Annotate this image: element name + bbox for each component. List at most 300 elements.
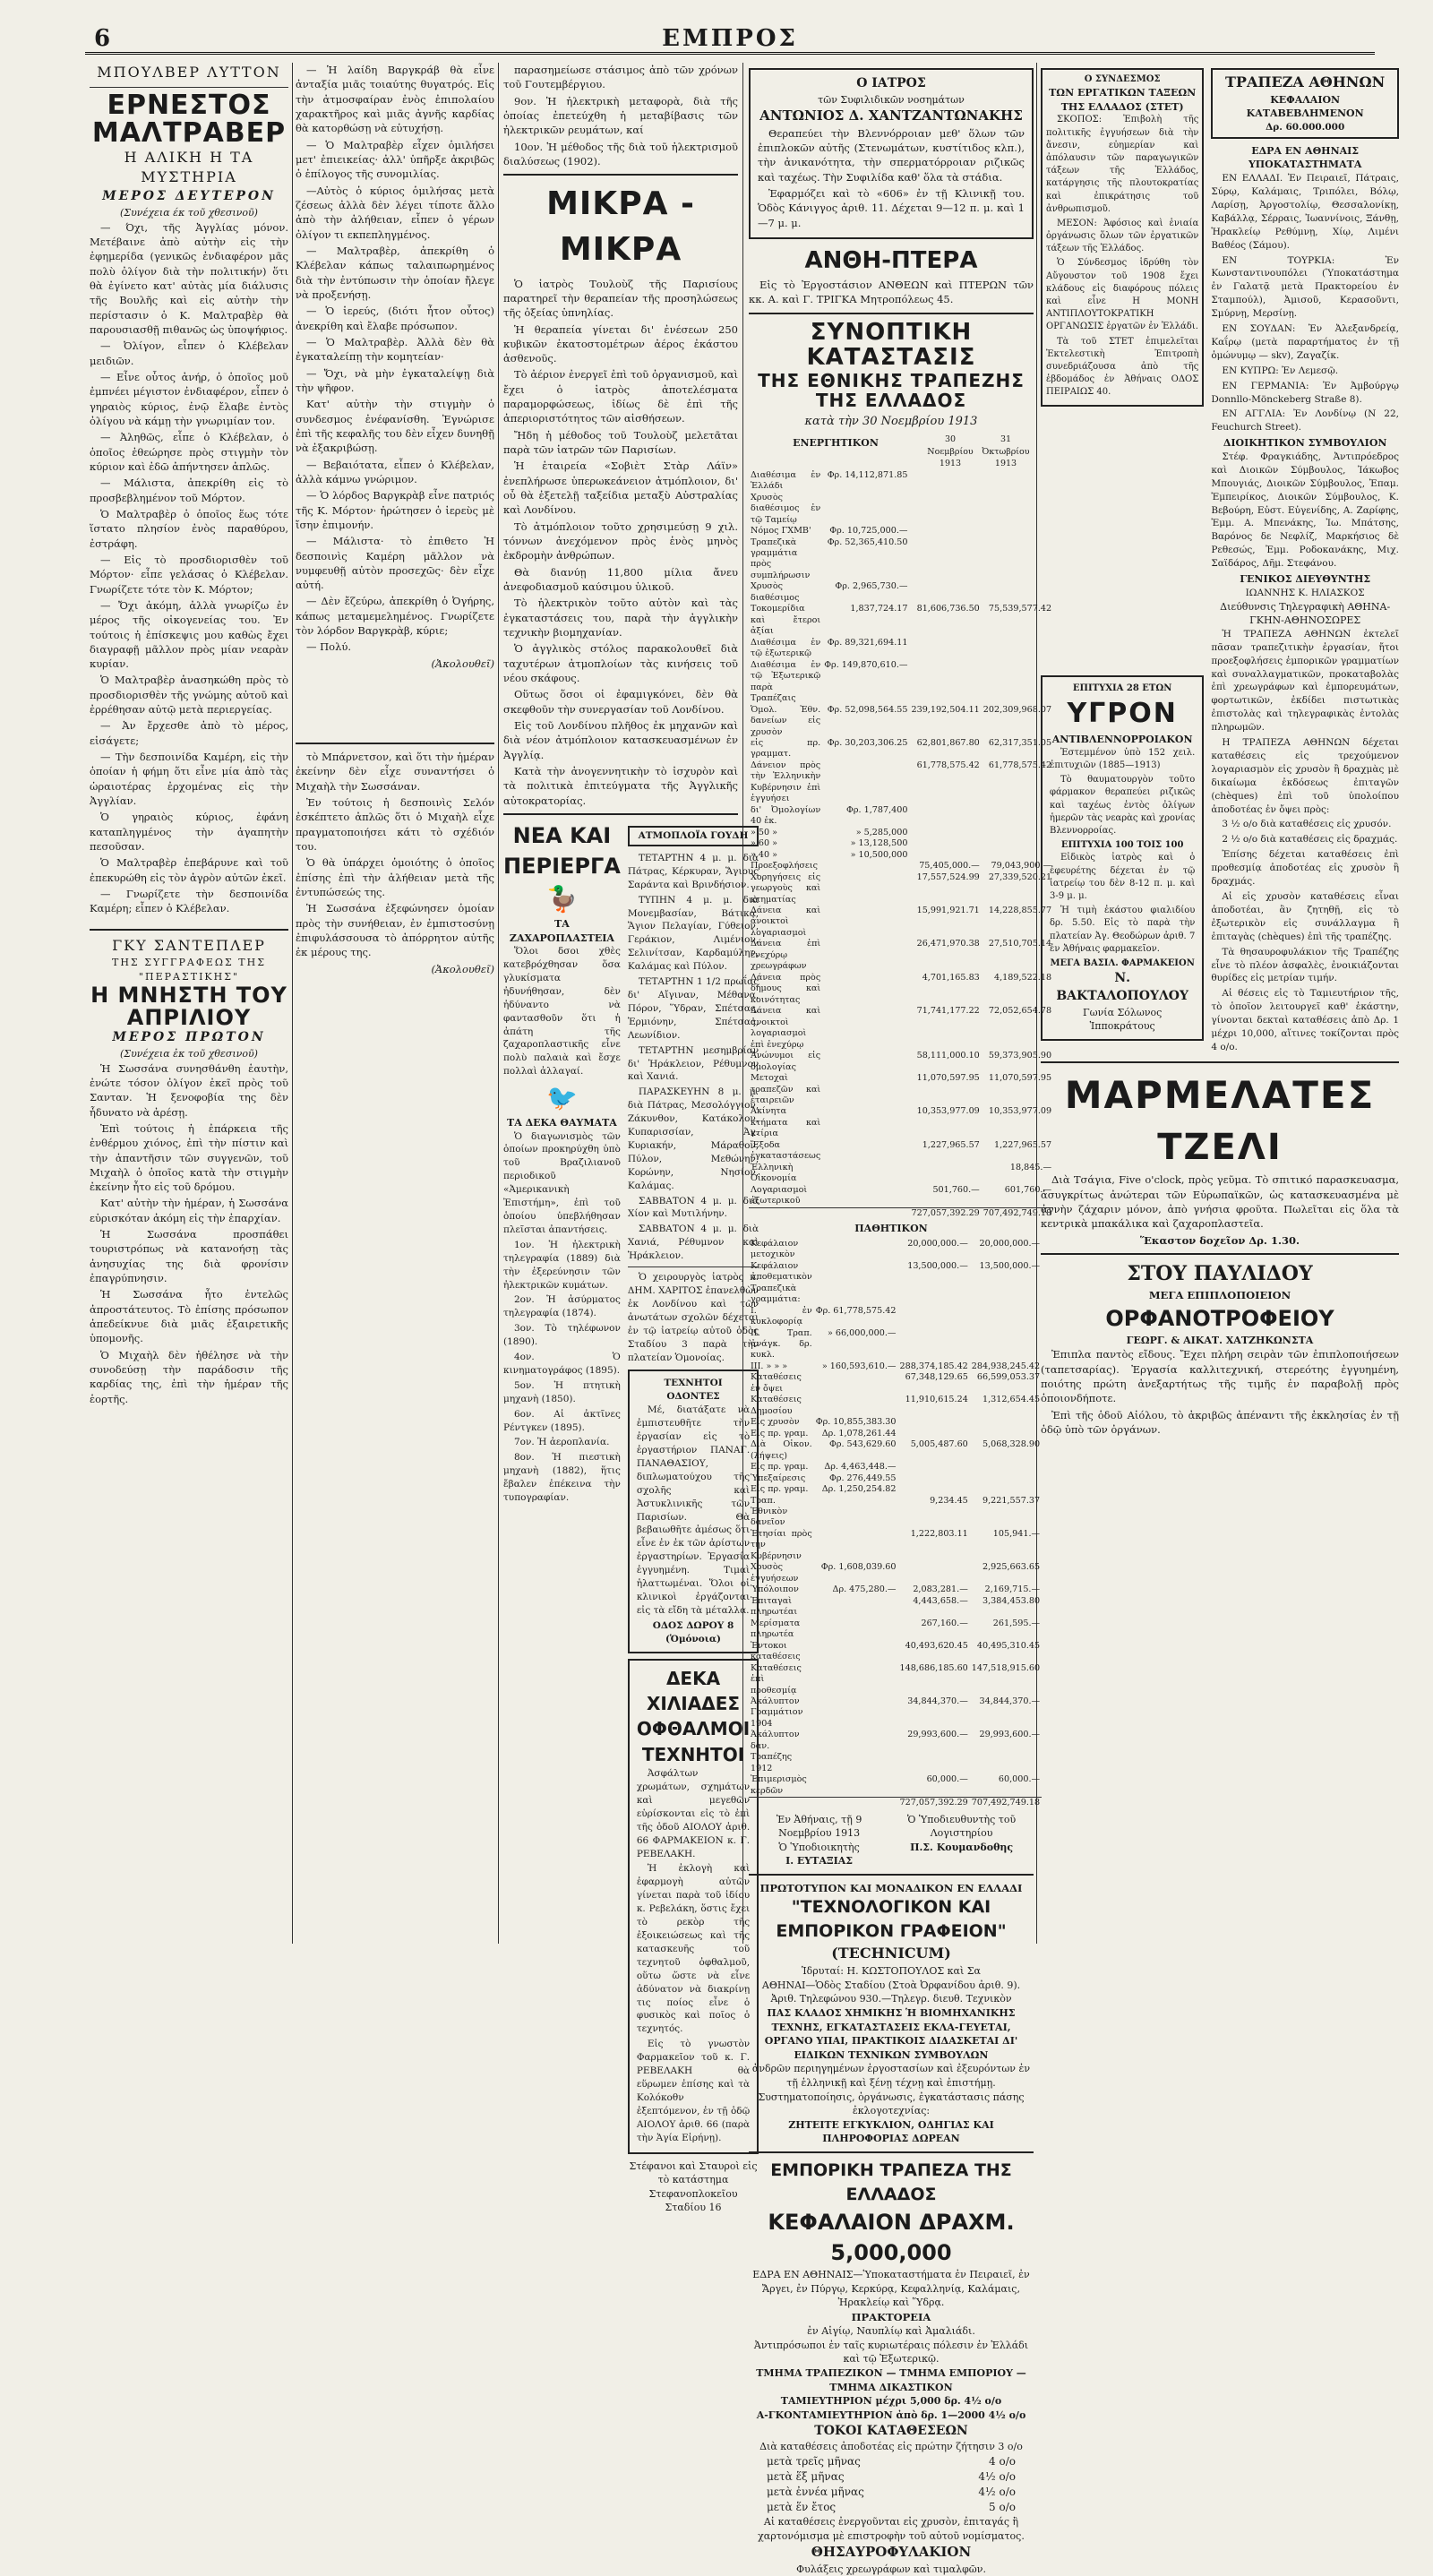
ad-text: Μέ, διατάξατε νὰ ἐμπιστευθῆτε τὴν ἐργασίαν εἰς τὸ ἐργαστήριον ΠΑΝΑΓ. ΠΑΝΑΘΑΣΙΟΥ, διπλωματούχου τῆς σχολῆς καὶ Ἀστυκλινικῆς τῶν Παρισίων. Θὰ βεβαιωθῆτε ἀμέσως ὅτι εἶνε ἐν ἐκ τῶν ἀρίστων ἐργαστηρίων. Ἐργασία ἐγγυημένη. Τιμαὶ ἡλαττωμέναι. Ὅλοι οἱ κλινικοὶ ἐργάζονται εἰς τὰ εἴδη τὰ μέταλλα. xyxy=(636,1404,751,1616)
row-value: 11,070,597.95 xyxy=(916,1073,980,1084)
row-value: 9,234.45 xyxy=(930,1495,968,1506)
table-row xyxy=(749,526,1053,537)
row-value: 61,778,575.42 xyxy=(916,760,980,770)
schedule-item: ΣΑΒΒΑΤΟΝ 4 μ. μ. διὰ Χανιά, Ρέθυμνον καὶ Ἡράκλειον. xyxy=(627,1224,759,1262)
table-row xyxy=(749,638,1053,660)
sheet-date: κατὰ τὴν 30 Νοεμβρίου 1913 xyxy=(804,414,978,428)
row-value: 5,068,328.90 xyxy=(983,1439,1041,1450)
row-label: Ἐπιμερισμὸς κερδῶν xyxy=(751,1774,807,1796)
ad-line: ΑΘΗΝΑΙ—Ὁδὸς Σταδίου (Στοὰ Ὀρφανίδου ἀριθ. 9). xyxy=(761,1979,1021,1991)
table-row xyxy=(749,1496,1042,1529)
table-row xyxy=(749,1328,1042,1361)
passive-head: ΠΑΘΗΤΙΚΟΝ xyxy=(854,1223,928,1235)
ad-title: ΜΑΡΜΕΛΑΤΕΣ xyxy=(1064,1072,1376,1117)
row-value: 67,348,129.65 xyxy=(905,1372,968,1383)
row-value: Φρ. 52,365,410.50 xyxy=(827,537,908,547)
row-label: Ἐπιταγαὶ πληρωτέαι xyxy=(751,1595,798,1618)
paragraph: — Ἀληθῶς, εἶπε ὁ Κλέβελαν, ὁ ὁποῖος ἐθεώρησε πρὸς στιγμὴν τὸν κύριον καὶ ἐδῶ ἀπήντησεν ἀπλῶς. xyxy=(90,431,288,473)
dental-notice: Ὁ χειρουργὸς ἰατρὸς κ. ΔΗΜ. ΧΑΡΙΤΟΣ ἐπανελθὼν ἐκ Λονδίνου καὶ τῶν ἀνωτάτων σχολῶν δέχεται ἐν τῷ ἰατρείῳ αὐτοῦ ὁδὸς Σταδίου 3 παρὰ τὴν πλατείαν Ὁμονοίας. xyxy=(627,1272,759,1363)
ad-title: Ο ΙΑΤΡΟΣ xyxy=(856,76,926,90)
row-value: » 13,128,500 xyxy=(850,838,908,849)
paragraph: Ὁ Μιχαὴλ δὲν ἠθέλησε νὰ τὴν συνοδεύσῃ τὴν παράδοσιν τῆς καρδίας της, ἐπὶ τὴν ἡμέραν τῆς ἑορτῆς. xyxy=(90,1348,288,1405)
branch-item: ΕΝ ΣΟΥΔΑΝ: Ἐν Ἀλεξανδρείᾳ, Καΐρῳ (μετὰ παραρτήματος ἐν τῇ ὁμώνυμῳ — skv), Ζαγαζίκ. xyxy=(1211,323,1399,361)
row-value: Φρ. 30,203,306.25 xyxy=(827,737,908,748)
table-row xyxy=(749,1529,1042,1562)
paragraph: Τὸ ἡλεκτρικὸν τοῦτο αὐτὸν καὶ τὰς ἐγκαταστάσεις του, παρὰ τὴν ἀγγλικὴν τεχνικὴν βιομηχανίαν. xyxy=(503,597,738,640)
row-value xyxy=(909,660,981,705)
list-item: 5ον. Ἡ πτητικὴ μηχανὴ (1850). xyxy=(503,1379,621,1404)
row-value xyxy=(814,1730,898,1774)
ad-address: ΟΔΟΣ ΔΩΡΟΥ 8 (Ὁμόνοια) xyxy=(652,1619,734,1644)
sign-role: Ὁ Ὑποδιευθυντὴς τοῦ Λογιστηρίου xyxy=(906,1813,1017,1840)
ad-text: Ἐπιπλα παντὸς εἴδους. Ἔχει πλήρη σειρὰν τῶν ἐπιπλοποιήσεων (ταπετσαρίας). Ἐργασία καλλιτεχνική, στερεότης ἐγγυημένη, ποιότης πρώτη ἀνεξαρτήτως τῆς τιμῆς ἐν παραβολῇ πρὸς ὁποιονδήποτε. xyxy=(1041,1348,1399,1405)
subhead: ΤΑ ΔΕΚΑ ΘΑΥΜΑΤΑ xyxy=(507,1116,617,1129)
row-value: 17,557,524.99 xyxy=(916,872,980,882)
ad-subtitle: ΤΩΝ ΕΡΓΑΤΙΚΩΝ ΤΑΞΕΩΝ ΤΗΣ ΕΛΛΑΔΟΣ (ΣΤΕΤ) xyxy=(1049,87,1197,113)
schedule-item: ΤΕΤΑΡΤΗΝ 4 μ. μ. διὰ Πάτρας, Κέρκυραν, Ἅγιους Σαράντα καὶ Βρινδήσιον. xyxy=(627,852,759,890)
table-row xyxy=(749,1730,1042,1774)
paper-title: ΕΜΠΡΟΣ xyxy=(662,25,798,52)
paragraph: Κατὰ τὴν ἀνογεννητικὴν τὸ ἰσχυρὸν καὶ τὰ πολιτικὰ ἐπιτεύγματα τῆς Ἀγγλικῆς αὐτοκρατορίας. xyxy=(503,765,738,807)
ad-title: ΔΕΚΑ ΧΙΛΙΑΔΕΣ xyxy=(646,1667,741,1714)
paragraph: Θὰ διανύῃ 11,800 μίλια ἄνευ ἀνεφοδιασμοῦ καύσιμου ὑλικοῦ. xyxy=(503,565,738,594)
ad-note: Αἱ καταθέσεις ἐνεργοῦνται εἰς χρυσὸν, ἐπιταγάς ἢ χαρτονόμισμα μὲ επιστροφὴν τοῦ αὐτοῦ νομίσματος. xyxy=(758,2516,1025,2542)
table-row xyxy=(749,1006,1053,1051)
nea-section xyxy=(503,820,621,2215)
ad-title: ΣΤΟΥ ΠΑΥΛΙΔΟΥ xyxy=(1127,1261,1313,1285)
row-value: 288,374,185.42 xyxy=(899,1361,968,1371)
row-value xyxy=(822,906,909,939)
paragraph: — Ὄχι, νὰ μὴν ἐγκαταλείψῃ διὰ τὴν ψῆφον. xyxy=(296,366,494,394)
table-row xyxy=(749,872,1053,906)
board-text: Στέφ. Φραγκιάδης, Ἀντιπρόεδρος καὶ Διοικῶν Σύμβουλος, Ἰάκωβος Μπουγιάς, Διοικῶν Σύμβουλος, Ἐπαμ. Ἐμπειρίκος, Διοικῶν Σύμβουλος, Κ. Βεβούρη, Εὐστ. Εὐγενίδης, Α. Ζαρίφης, Ἐμμ. Α. Μπενάκης, Ἰω. Μπάτσης, Βαρόνος δε Νεφλίζ, Μαρκήσιος δὲ Ρεθεσώς, Ἐμμ. Ροδοκανάκης, Μιχ. Σαϊδάρος, Δῆμ. Στεφάνου. xyxy=(1211,451,1399,570)
row-label: Εἰς χρυσὸν xyxy=(751,1417,800,1428)
table-row xyxy=(749,1306,1042,1328)
ad-line: ΤΑΜΙΕΥΤΗΡΙΟΝ μέχρι 5,000 δρ. 4½ ο/ο xyxy=(780,2395,1002,2408)
row-value xyxy=(909,850,981,861)
ad-name: ΟΡΦΑΝΟΤΡΟΦΕΙΟΥ xyxy=(1105,1305,1334,1331)
paragraph: Ὁ Μαλτραβὲρ ἀνασηκώθη πρὸς τὸ προσδιορισθὲν τῆς γνώμης αὐτοῦ καὶ ἐρρέθησαν αὐτῷ μετὰ περιεργείας. xyxy=(90,674,288,717)
row-label: Τραπ. Ἐθνικὸν δανεῖον xyxy=(751,1495,788,1528)
branch-item: ΕΝ ΤΟΥΡΚΙΑ: Ἐν Κωνσταντινουπόλει (Ὑποκατάστημα ἐν Γαλατᾷ μετὰ Πρακτορείου ἐν Σταμπούλ), Ἀμισοῦ, Κερασοῦντι, Σμύρνῃ, Μερσίνῃ. xyxy=(1211,254,1399,320)
row-value xyxy=(970,1306,1042,1328)
paragraph: — Ὀλίγον, εἶπεν ὁ Κλέβελαν μειδιῶν. xyxy=(90,339,288,367)
rate-row: μετὰ τρεῖς μῆνας 4 ο/ο xyxy=(767,2455,1016,2468)
paragraph: — Εἶνε οὗτος ἀνήρ, ὁ ὁποῖος μοῦ ἐμπνέει μέγιστον ἐνδιαφέρον, εἶπεν ὁ γηραιὸς κύριος, ἐνῷ ἔλαβε ἐντὸς ὀλίγου νὰ κάμῃ τὴν γνωριμίαν τον. xyxy=(90,370,288,427)
list-item: 3ον. Τὸ τηλέφωνον (1890). xyxy=(503,1323,621,1348)
row-label: Τραπεζικὰ γραμμάτια πρὸς συμπλήρωσιν xyxy=(751,537,811,580)
row-value: 34,844,370.— xyxy=(979,1696,1041,1706)
row-value xyxy=(970,1462,1042,1473)
row-value xyxy=(898,1429,970,1439)
row-value: 58,111,000.10 xyxy=(916,1051,980,1061)
ad-line: ΠΑΣ ΚΛΑΔΟΣ ΧΗΜΙΚΗΣ Ἡ ΒΙΟΜΗΧΑΝΙΚΗΣ ΤΕΧΝΗΣ, ΕΓΚΑΤΑΣΤΑΣΕΙΣ ΕΚΛΑ-ΓΕΥΕΤΑΙ, ΟΡΓΑΝΟ ΥΠΑΙ, ΠΡΑΚΤΙΚΟΙΣ ΔΙΔΑΣΚΕΤΑΙ ΔΙ' ΕΙΔΙΚΩΝ ΤΕΧΝΙΚΩΝ ΣΥΜΒΟΥΛΩΝ xyxy=(764,2006,1018,2061)
sign-place: Ἐν Ἀθήναις, τῇ 9 Νοεμβρίου 1913 xyxy=(776,1813,862,1840)
table-row xyxy=(749,1361,1042,1372)
ad-head: ΕΠΙΤΥΧΙΑ 100 ΤΟΙΣ 100 xyxy=(1060,840,1184,851)
row-value xyxy=(822,973,909,1006)
serial-part: ΜΕΡΟΣ ΠΡΩΤΟΝ xyxy=(112,1030,266,1045)
board-title: ΔΙΟΙΚΗΤΙΚΟΝ ΣΥΜΒΟΥΛΙΟΝ xyxy=(1223,437,1387,450)
ad-hours: Ἐφαρμόζει καὶ τὸ «606» ἐν τῇ Κλινικῇ του. Ὁδὸς Κάνιγγος ἀριθ. 11. Δέχεται 9—12 π. μ. καὶ 1—7 μ. μ. xyxy=(758,187,1025,229)
row-label: ΙΙ. Τραπ. ἀνάγκ. δρ. κυκλ. xyxy=(751,1327,812,1361)
table-row xyxy=(749,1140,1053,1163)
table-row xyxy=(749,1774,1042,1797)
ad-line: Συστηματοποίησις, ὀργάνωσις, ἐγκατάστασις πάσης ἐκλογοτεχνίας: xyxy=(758,2091,1025,2117)
union-ad xyxy=(1041,63,1204,1056)
total-value: 727,057,392.29 xyxy=(911,1207,980,1218)
table-row xyxy=(749,738,1053,760)
row-label: Μετοχαὶ τραπεζῶν καὶ ἑταιρειῶν xyxy=(751,1073,821,1105)
ad-line: Ἱδρυταί: Η. ΚΩΣΤΟΠΟΥΛΟΣ καὶ Σα xyxy=(802,1965,981,1978)
ad-text: Η ΤΡΑΠΕΖΑ ΑΘΗΝΩΝ δέχεται καταθέσεις εἰς τρεχούμενον λογαριασμὸν εἰς χρυσὸν ἢ δραχμὰς μὲ δικαίωμα ἐκδόσεως ἐπιταγῶν (chèques) ἐπὶ τοῦ ὑπολοίπου ἀποδοτέας ἐν ὄψει πρὸς: xyxy=(1211,737,1399,815)
table-row xyxy=(749,1619,1042,1641)
table-row xyxy=(749,537,1053,582)
table-row xyxy=(749,828,1053,838)
row-value xyxy=(970,1284,1042,1306)
row-value xyxy=(814,1395,898,1417)
row-value: Φρ. 149,870,610.— xyxy=(824,659,908,670)
row-label: Μερίσματα πληρωτέα xyxy=(751,1618,801,1640)
total-value xyxy=(814,1798,898,1809)
row-label: εἰς πρ. γραμματ. xyxy=(751,737,821,760)
ad-head: ΠΡΩΤΟΤΥΠΟΝ ΚΑΙ ΜΟΝΑΔΙΚΟΝ ΕΝ ΕΛΛΑΔΙ xyxy=(759,1882,1023,1895)
doctor-ad xyxy=(749,68,1034,239)
table-row xyxy=(749,1417,1042,1428)
row-value xyxy=(970,1417,1042,1428)
balance-sheet xyxy=(749,318,1052,1868)
table-row xyxy=(749,604,1053,637)
row-value xyxy=(909,1163,981,1185)
row-value xyxy=(814,1774,898,1797)
total-value: 707,492,749.18 xyxy=(971,1798,1041,1808)
row-value xyxy=(970,1429,1042,1439)
table-row xyxy=(749,1473,1042,1484)
table-row xyxy=(749,470,1053,493)
row-label: Χρυσὸς διαθέσιμος xyxy=(751,581,800,603)
row-value: 34,844,370.— xyxy=(907,1696,968,1706)
table-row xyxy=(749,1562,1042,1584)
row-value xyxy=(909,470,981,493)
row-label: ΙΙΙ. » » » xyxy=(751,1361,788,1371)
paragraph: Ἤδη ἡ μέθοδος τοῦ Τουλοὺζ μελετᾶται παρὰ τῶν ἰατρῶν τῶν Παρισίων. xyxy=(503,428,738,457)
total-value: 727,057,392.29 xyxy=(899,1798,968,1808)
row-value: 13,500,000.— xyxy=(907,1260,968,1271)
paragraph: — Δὲν ἔζεύρω, ἀπεκρίθη ὁ Ὀγήρης, κάπως μεταμεμελημένος. Γνωρίζετε τὸν λόρδον Βαργκρὰβ, κύριε; xyxy=(296,595,494,638)
row-value xyxy=(970,1328,1042,1361)
total-value xyxy=(749,1798,814,1809)
row-label: Διὰ Οἰκον. (λήψεις) xyxy=(751,1439,812,1461)
row-value: 71,741,177.22 xyxy=(916,1006,980,1017)
serial-title: Η ΜΝΗΣΤΗ ΤΟΥ ΑΠΡΙΛΙΟΥ xyxy=(90,982,287,1030)
row-label: Διαθέσιμα ἐν τῷ Ἐξωτερικῷ παρὰ Τραπέζαις xyxy=(751,659,821,704)
ad-subtitle: ΑΝΤΙΒΛΕΝΝΟΡΡΟΙΑΚΟΝ xyxy=(1051,734,1193,746)
table-row xyxy=(749,1641,1042,1663)
paragraph: Ὁ Μαλτραβὲρ ἐπεβάρυνε καὶ τοῦ ἐπεκυρώθη εἰς τὸν ἀγρὸν αὐτῶν ἐκεῖ. xyxy=(90,856,288,884)
ad-text: Αἱ εἰς χρυσὸν καταθέσεις εἶναι ἀποδοτέαι, ἂν ζητηθῇ, εἰς τὸ ἐξωτερικὸν εἰς συνάλλαγμα ἢ ἐπιταγὰς (chèques) ἐπὶ τῆς τραπέζης. xyxy=(1211,891,1399,942)
paragraph: — Τὴν δεσποινίδα Καμέρη, εἰς τὴν ὁποίαν ἡ φήμη ὅτι εἶνε μία ἀπὸ τὰς ὡραιοτέρας ἐρχομένας εἰς τὴν Ἀγγλίαν. xyxy=(90,751,288,808)
row-value: 4,189,522.18 xyxy=(993,972,1052,983)
paragraph: — Ἀν ἔρχεσθε ἀπὸ τὸ μέρος, εἰσάγετε; xyxy=(90,719,288,747)
ad-line: ΖΗΤΕΙΤΕ ΕΓΚΥΚΛΙΟΝ, ΟΔΗΓΙΑΣ ΚΑΙ ΠΛΗΡΟΦΟΡΙΑΣ ΔΩΡΕΑΝ xyxy=(788,2118,994,2145)
total-value xyxy=(822,1207,909,1219)
paragraph: Ἡ Σωσσάνα συνησθάνθη ἑαυτὴν, ἐνώτε τόσον ὀλίγον ἐκεῖ πρὸς τοῦ Σανταν. Ἡ ξενοφοβία της δὲν ἦδυνατο νὰ ἀρέσῃ. xyxy=(90,1061,288,1119)
table-row xyxy=(749,1584,1042,1595)
table-row xyxy=(749,1696,1042,1730)
paragraph: — Ὁ Μαλτραβὲρ εἶχεν ὁμιλήσει μετ' ἐπιεικείας· ἀλλ' ὑπῆρξε ἀκριβῶς ὁ ἐπίλογος τῆς συνομιλίας. xyxy=(296,138,494,181)
row-value: 5,005,487.60 xyxy=(910,1439,968,1450)
paragraph: Ἐπὶ τούτοις ἡ ἐπάρκεια τῆς ἐνθέρμου χιόνος, ἐπὶ τὴν πίστιν καὶ τὴν ἀπαντῆσιν τῶν συγγενῶν, τοῦ Μιχαὴλ ὁ ὁποῖος κατὰ τὴν στιγμὴν ἐκείνην ἦτο εἰς τοῦ δρόμου. xyxy=(90,1121,288,1194)
branch-item: ΕΝ ΕΛΛΑΔΙ. Ἐν Πειραιεῖ, Πάτραις, Σύρῳ, Καλάμαις, Τριπόλει, Βόλῳ, Λαρίσῃ, Ἀργοστολίῳ, Θεσσαλονίκῃ, Καβάλλᾳ, Σέρραις, Ἰωαννίνοις, Ξάνθῃ, Ἡρακλείῳ Ρεθύμνῃ, Χίῳ, Λιμένι Βαθέος (Σάμου). xyxy=(1211,173,1399,251)
row-value: 239,192,504.11 xyxy=(911,704,980,715)
row-label: Ἑλληνικὴ Οἰκονομία xyxy=(751,1162,797,1184)
row-value: 147,518,915.60 xyxy=(971,1662,1041,1673)
row-value: 61,778,575.42 xyxy=(988,760,1052,770)
row-value: » 10,500,000 xyxy=(850,849,908,860)
row-value: 1,222,803.11 xyxy=(910,1528,968,1539)
row-label: Ἀκίνητα κτήματα καὶ κτίρια xyxy=(751,1106,821,1139)
pharmacy-title: ΜΕΓΑ ΒΑΣΙΛ. ΦΑΡΜΑΚΕΙΟΝ xyxy=(1050,957,1195,968)
row-label: Ὁμολ. Ἐθν. δανείων εἰς χρυσὸν xyxy=(751,704,821,737)
row-value: Φρ. 1,787,400 xyxy=(846,804,908,815)
ad-subtitle: ΜΕΓΑ ΕΠΙΠΛΟΠΟΙΕΙΟΝ xyxy=(1148,1289,1291,1302)
row-value: 75,405,000.— xyxy=(919,861,980,872)
table-row xyxy=(749,1163,1053,1185)
branch-item: ΕΝ ΓΕΡΜΑΝΙΑ: Ἐν Ἀμβούργῳ Donnllo-Mönckeberg Straße 8). xyxy=(1211,380,1399,405)
row-label: Εἰς πρ. γραμ. xyxy=(751,1428,809,1438)
row-value: 11,070,597.95 xyxy=(988,1073,1052,1084)
paragraph: Τὸ ἀτμόπλοιον τοῦτο χρησιμεύσῃ 9 χιλ. τόννων ἀνεχόμενον πρὸς ἑνὸς μηνὸς ἐκδρομὴν ἀνθρώπων. xyxy=(503,519,738,562)
row-label: Κεφάλαιον ἀποθεματικὸν xyxy=(751,1260,812,1283)
row-label: Ὑπεξαίρεσις xyxy=(751,1473,806,1483)
row-value xyxy=(822,1051,909,1073)
crow-illustration-icon: 🐦 xyxy=(545,1083,578,1113)
rates-title: ΤΟΚΟΙ ΚΑΤΑΘΕΣΕΩΝ xyxy=(814,2423,968,2438)
paragraph: Ὁ Μαλτραβὲρ ὁ ὁποῖος ἕως τότε ἵστατο πλησίον ἐνὸς παραθύρου, ἐστράφη. xyxy=(90,507,288,550)
ad-head: ΕΠΙΤΥΧΙΑ 28 ΕΤΩΝ xyxy=(1072,683,1172,693)
ad-text: Ὁ Σύνδεσμος ἱδρύθη τὸν Αὔγουστον τοῦ 1908 ἔχει κλάδους εἰς διαφόρους πόλεις καὶ εἶνε Η ΜΟΝΗ ΑΝΤΙΠΛΟΥΤΟΚΡΑΤΙΚΗ ΟΡΓΑΝΩΣΙΣ ἐργατῶν ἐν Ἑλλάδι. xyxy=(1046,258,1199,332)
row-value: 81,606,736.50 xyxy=(916,604,980,614)
row-value xyxy=(822,872,909,906)
paragraph: Οὕτως ὅσοι οἱ ἐφαμιγκόνει, δὲν θὰ σκεφθοῦν τὴν συνεργασίαν τοῦ Λονδίνου. xyxy=(503,688,738,716)
paragraph: Τὸ ἀέριον ἐνεργεῖ ἐπὶ τοῦ ὀργανισμοῦ, καὶ ἔχει ὁ ἰατρὸς ἀποτελέσματα παραμορφώσεως, ἰδίως δὲ ἐπὶ τῆς ἀπεριοριστότητος τῶν αἰσθήσεων. xyxy=(503,368,738,425)
row-value: 27,339,520.21 xyxy=(988,872,1052,882)
row-value: 2,169,715.— xyxy=(984,1584,1041,1595)
row-value xyxy=(814,1239,898,1261)
flowers-title: ΑΝΘΗ-ΠΤΕΡΑ xyxy=(804,247,978,275)
row-value: 66,599,053.37 xyxy=(976,1372,1041,1383)
ad-text: Εἰς τὸ γνωστὸν Φαρμακεῖον τοῦ κ. Γ. ΡΕΒΕΛΑΚΗ θὰ εὕρωμεν ἐπίσης καὶ τὰ Κολόκοθν ἐξεπτόμενον, ἐν τῇ ὁδῷ ΑΙΟΛΟΥ ἀριθ. 66 (παρὰ τὴν Ἁγία Εἰρήνῃ). xyxy=(636,2039,751,2143)
row-label: » 60 » xyxy=(751,838,778,849)
row-value: 20,000,000.— xyxy=(907,1238,968,1249)
paragraph: παρασημείωσε στάσιμος ἀπὸ τῶν χρόνων τοῦ Γουτεμβέργιου. xyxy=(503,64,738,91)
serial-continuation: (Συνέχεια έκ τοῦ χθεσινοῦ) xyxy=(120,207,258,219)
row-value xyxy=(909,581,981,604)
paragraph: — Εἰς τὸ προσδιορισθὲν τοῦ Μόρτον· εἶπε γελάσας ὁ Κλέβελαν. Γνωρίζετε τότε τὸν Κ. Μόρτον; xyxy=(90,553,288,596)
row-value: 72,052,654.78 xyxy=(988,1006,1052,1017)
paragraph: — Μαλτραβὲρ, ἀπεκρίθη ὁ Κλέβελαν κάπως ταλαιπωρημένος διὰ τὴν ἐντύπωσιν τὴν ὁποίαν ἤλεγε νὰ προξενήσῃ. xyxy=(296,244,494,301)
passive-table xyxy=(749,1239,1042,1809)
rate-row: μετὰ ἕν ἔτος 5 ο/ο xyxy=(767,2501,1016,2514)
ad-price: Ἕκαστον δοχεῖον Δρ. 1.30. xyxy=(1140,1233,1300,1247)
section-title-nea: ΝΕΑ ΚΑΙ ΠΕΡΙΕΡΓΑ xyxy=(503,823,621,880)
emporiki-ad xyxy=(749,2159,1034,2576)
row-value: 62,317,351.05 xyxy=(988,737,1052,748)
paragraph: — Γνωρίζετε τὴν δεσποινίδα Καμέρη; εἶπεν ὁ Κλέβελαν. xyxy=(90,888,288,915)
paragraph: Ὁ γηραιὸς κύριος, ἐφάνη καταπληγμένος τὴν ἀγαπητὴν πεσοῦσαν. xyxy=(90,811,288,854)
serial-byline: ΤΗΣ ΣΥΓΓΡΑΦΕΩΣ ΤΗΣ "ΠΕΡΑΣΤΙΚΗΣ" xyxy=(111,957,266,983)
row-value: Φρ. 61,778,575.42 xyxy=(815,1305,897,1316)
table-row xyxy=(749,1596,1042,1619)
row-label: Χρυσὸς διαθέσιμος ἐν τῷ Ταμείῳ xyxy=(751,492,821,525)
row-value: 40,493,620.45 xyxy=(905,1640,968,1651)
row-label: » 50 » xyxy=(751,827,778,837)
table-row xyxy=(749,850,1053,861)
row-value xyxy=(814,1372,898,1395)
row-value: Φρ. 276,449.55 xyxy=(828,1473,897,1483)
paragraph: —Αὐτὸς ὁ κύριος ὁμιλήσας μετὰ ζέσεως ἀλλὰ δὲν λέγει τίποτε ἄλλο ἀπὸ τὴν ἀλήθειαν, εἶπεν ὁ γέρων ὀλίγον τι εκπεπληγμένος. xyxy=(296,184,494,241)
serial-title: ΕΡΝΕΣΤΟΣ ΜΑΛΤΡΑΒΕΡ xyxy=(91,89,287,150)
gm-title: ΓΕΝΙΚΟΣ ΔΙΕΥΘΥΝΤΗΣ xyxy=(1240,573,1371,586)
ad-line: ΤΜΗΜΑ ΤΡΑΠΕΖΙΚΟΝ — ΤΜΗΜΑ ΕΜΠΟΡΙΟΥ — ΤΜΗΜΑ ΔΙΚΑΣΤΙΚΟΝ xyxy=(756,2367,1026,2393)
paragraph: — Ὁ Μαλτραβὲρ. Ἀλλὰ δὲν θὰ ἐγκαταλείπῃ τὴν κομητείαν· xyxy=(296,335,494,364)
paragraph: — Μάλιστα, ἀπεκρίθη εἰς τὸ προσβεβλημένον τοῦ Μόρτον. xyxy=(90,477,288,504)
row-value xyxy=(898,1417,970,1428)
branch-item: ΕΝ ΚΥΠΡΩ: Ἐν Λεμεσῷ. xyxy=(1222,365,1339,376)
ad-title: ΤΖΕΛΙ xyxy=(1157,1126,1283,1168)
row-value: 501,760.— xyxy=(932,1184,980,1195)
sign-role: Ὁ Ὑποδιοικητὴς xyxy=(778,1841,860,1853)
schedule-item: ΤΕΤΑΡΤΗΝ μεσημβρίαν δι' Ἡράκλειον, Ρέθυμνον καὶ Χανιά. xyxy=(627,1044,759,1083)
total-row xyxy=(749,1798,1042,1809)
row-label: Καταθέσεις ἐν ὄψει xyxy=(751,1372,802,1394)
row-value: 148,686,185.60 xyxy=(899,1662,968,1673)
table-row xyxy=(749,973,1053,1006)
row-label: Δάνεια καὶ ἀνοικτοὶ λογαριασμοὶ xyxy=(751,906,821,938)
subhead: ΤΑ ΖΑΧΑΡΟΠΛΑΣΤΕΙΑ xyxy=(509,917,614,944)
row-value: 14,228,855.77 xyxy=(988,906,1052,916)
ad-text: Διὰ Τσάγια, Five o'clock, πρὸς γεῦμα. Τὸ σπιτικό παρασκευασμα, ἀσυγκρίτως ἀνώτεραι τῶν Εὐρωπαϊκῶν, ὡς κατασκευασμένα μὲ ἀγνὴν ζάχαριν μόνον, ἀπὸ γνήσια φροῦτα. Πωλεῖται εἰς ὅλα τὰ κεντρικὰ μπακάλικα καὶ ζαχαροπλαστεῖα. xyxy=(1041,1173,1399,1231)
row-value xyxy=(822,1163,909,1185)
doctor-name: ΑΝΤΩΝΙΟΣ Δ. ΧΑΝΤΖΑΝΤΩΝΑΚΗΣ xyxy=(759,107,1023,125)
ad-text: Ἡ ΤΡΑΠΕΖΑ ΑΘΗΝΩΝ ἐκτελεῖ πᾶσαν τραπεζιτικὴν ἐργασίαν, ἤτοι προεξοφλήσεις ἐμπορικῶν γραμματίων καὶ συναλλαγματικῶν, προκαταβολὰς ἐπὶ χρεωγράφων καὶ ἐμπορευμάτων, φορτωτικῶν, ἐκδίδει πιστωτικὰς ἐπιστολὰς καὶ τηλεγραφικὰς ἐντολὰς πληρωμῶν. xyxy=(1211,628,1399,734)
table-row xyxy=(749,1106,1053,1139)
table-row xyxy=(749,1185,1053,1207)
paragraph: Ἡ ἑταιρεία «Σοβιὲτ Στὰρ Λάϊν» ἐνεπλήρωσε ὑπερωκεάνειον ἀτμόπλοιον, δι' οὗ θὰ ἐξετελῇ ταξείδια μεταξὺ Αὐστραλίας καὶ Λονδίνου. xyxy=(503,459,738,517)
row-value: Φρ. 89,321,694.11 xyxy=(827,637,908,648)
gm-name: ΙΩΑΝΝΗΣ Κ. ΗΛΙΑΣΚΟΣ xyxy=(1245,587,1365,598)
row-label: Κεφάλαιον μετοχικὸν xyxy=(751,1238,799,1260)
row-value xyxy=(814,1663,898,1696)
serial-signoff: (Ἀκολουθεῖ) xyxy=(431,657,494,670)
row-value xyxy=(822,1073,909,1106)
row-value: » 66,000,000.— xyxy=(828,1327,897,1338)
row-label: Διαθέσιμα ἐν Ἑλλάδι xyxy=(751,469,821,492)
row-value: 2,083,281.— xyxy=(913,1584,968,1595)
row-value xyxy=(898,1328,970,1361)
row-value xyxy=(822,1006,909,1051)
row-value: 40,495,310.45 xyxy=(976,1640,1041,1651)
telegraph: Διεύθυνσις Τηλεγραφικὴ ΑΘΗΝΑ-ΓΚΗΝ-ΑΘΗΝΟΣΩΡΕΣ xyxy=(1220,600,1391,627)
paragraph: — Μάλιστα· τὸ ἐπιθετο Ἡ δεσποινὶς Καμέρη μᾶλλον νὰ νυμφευθῇ αὐτὸν προσεχῶς· δὲν εἶχε αὐτή. xyxy=(296,535,494,592)
row-value xyxy=(909,537,981,582)
total-value xyxy=(749,1207,822,1219)
row-value: 202,309,968.07 xyxy=(983,704,1052,715)
row-label: Προεξοφλήσεις xyxy=(751,861,819,872)
row-value xyxy=(970,1473,1042,1484)
table-row xyxy=(749,1261,1042,1284)
bank-athens-ad xyxy=(1211,63,1399,1056)
ad-capital: ΚΕΦΑΛΑΙΟΝ ΔΡΑΧΜ. 5,000,000 xyxy=(768,2209,1015,2266)
row-value xyxy=(814,1284,898,1306)
column-5 xyxy=(1041,63,1399,1944)
paragraph: Ὁ ἀγγλικὸς στόλος παρακολουθεῖ διὰ ταχυτέρων ἀτμοπλοίων τὰς κινήσεις τοῦ νέου σκάφους. xyxy=(503,642,738,685)
row-label: Ἐτησίαι πρὸς τὴν Κυβέρνησιν xyxy=(751,1528,812,1561)
ad-text: Ἡ τιμὴ ἐκάστου φιαλιδίου δρ. 5.50. Εἰς τὸ παρὰ τὴν πλατείαν Ἀγ. Θεοδώρων ἀριθ. 7 ἐν Ἀθήναις φαρμακεῖον. xyxy=(1050,906,1196,954)
ad-text: Τὰ τοῦ ΣΤΕΤ ἐπιμελεῖται Ἐκτελεστικὴ Ἐπιτροπὴ συνεδριάζουσα ἀπὸ τῆς ἑβδομάδος ἐν Ἀθήναις ΟΔΟΣ ΠΕΙΡΑΙΩΣ 40. xyxy=(1046,336,1199,398)
row-value xyxy=(898,1306,970,1328)
column-1 xyxy=(90,63,288,1944)
rate-item: 3 ½ ο/ο διὰ καταθέσεις εἰς χρυσόν. xyxy=(1222,819,1392,830)
paragraph: — Ὁ λόρδος Βαργκρὰβ εἶνε πατριός τῆς Κ. Μόρτον· ἠρώτησεν ὁ ἱερεὺς μὲ ἴσην ἐπιμονήν. xyxy=(296,489,494,531)
paragraph: Ἡ Σωσσάνα ἦτο ἐντελῶς ἀπροστάτευτος. Τὸ ἐπίσης πρόσωπον ἀπεδείκνυε διὰ μιᾶς ἐξαιρετικῆς ὑπομονῆς. xyxy=(90,1288,288,1345)
row-label: Δάνεια ἐπὶ ἐνεχύρῳ χρεωγράφων xyxy=(751,939,821,972)
row-value: Φρ. 1,608,039.60 xyxy=(820,1562,897,1573)
schedule-item: ΤΕΤΑΡΤΗΝ 1 1/2 πρωΐας δι' Αἴγιναν, Μέθανα, Πόρον, Ὕδραν, Σπέτσας, Ἑρμιόνην, Σπέτσας, Λεωνίδιον. xyxy=(627,976,759,1041)
serial-part: ΜΕΡΟΣ ΔΕΥΤΕΡΟΝ xyxy=(102,189,276,204)
paragraph: Ἡ Σωσσάνα προσπάθει τουριστρόπως νὰ κατανοήσῃ τὰς ἀνησυχίας της διὰ φρονίσιν ἐπαγρύπνησιν. xyxy=(90,1228,288,1285)
serial-author: ΜΠΟΥΛΒΕΡ ΛΥΤΤΟΝ xyxy=(97,64,281,81)
ad-text: Ἐπὶ τῆς ὁδοῦ Αἰόλου, τὸ ἀκριβῶς ἀπέναντι τῆς ἐκκλησίας ἐν τῇ ὁδῷ ὑπὸ τῶν ὀργάνων. xyxy=(1041,1408,1399,1436)
row-value: 60,000.— xyxy=(926,1774,968,1785)
row-value: 1,227,965.57 xyxy=(922,1139,980,1150)
section-title-atmoploia: ΑΤΜΟΠΛΟΪΑ ΓΟΥΔΗ xyxy=(638,830,749,841)
row-label: Ἀνώνυμοι εἰς ὁμολογίας xyxy=(751,1051,821,1072)
ad-text: Ἐπίσης δέχεται καταθέσεις ἐπὶ προθεσμίᾳ ἀποδοτέας εἰς χρυσὸν ἢ δραχμάς. xyxy=(1211,849,1399,888)
row-value xyxy=(898,1562,970,1584)
table-row xyxy=(749,1395,1042,1417)
row-label: Νόμος ΓΧΜΒ' xyxy=(751,526,811,537)
paragraph: — Πολύ. xyxy=(306,640,352,654)
vault-text: Φυλάξεις χρεωγράφων καὶ τιμαλφῶν. xyxy=(796,2563,986,2575)
row-value xyxy=(814,1261,898,1284)
row-value xyxy=(970,1484,1042,1495)
row-label: Ι. ἐν κυκλοφορίᾳ xyxy=(751,1305,812,1327)
ad-line: Ἀντιπρόσωποι ἐν ταῖς κυριωτέραις πόλεσιν ἐν Ἑλλάδι καὶ τῷ Ἐξωτερικῷ. xyxy=(753,2339,1029,2366)
row-value: 4,701,165.83 xyxy=(922,972,980,983)
row-value: 10,353,977.09 xyxy=(916,1106,980,1117)
row-value: Φρ. 2,965,730.— xyxy=(835,581,908,592)
schedule-item: ΤΥΠΗΝ 4 μ. μ. διὰ Μονεμβασίαν, Βάτικα, Ἅγιον Πελαγίαν, Γύθειον, Γεράκιον, Λιμένιον, Σελινίτσαν, Καρδαμύλην, Καλάμας καὶ Πύλον. xyxy=(627,894,759,973)
serial-continuation: (Συνέχεια ἐκ τοῦ χθεσινοῦ) xyxy=(120,1047,258,1060)
row-label: Ἀκάλυπτον Γραμμάτιον 1904 xyxy=(751,1696,803,1729)
row-value xyxy=(909,526,981,537)
row-value: 26,471,970.38 xyxy=(916,939,980,949)
ad-subtitle: (TECHNICUM) xyxy=(831,1945,951,1962)
row-value: 105,941.— xyxy=(992,1528,1041,1539)
ad-seat: ΕΔΡΑ ΕΝ ΑΘΗΝΑΙΣ xyxy=(1251,144,1360,157)
column-rule xyxy=(292,63,293,1944)
row-value: Δρ. 1,078,261.44 xyxy=(821,1428,897,1438)
row-label: » 40 » xyxy=(751,849,778,860)
row-value xyxy=(814,1496,898,1529)
row-value xyxy=(822,1140,909,1163)
ad-subtitle: τῶν Συφιλιδικῶν νοσημάτων xyxy=(818,93,965,106)
wreath-notice: Στέφανοι καὶ Σταυροὶ εἰς τὸ κατάστημα Στεφανοπλοκεῖου Σταδίου 16 xyxy=(629,2160,758,2214)
row-value: 601,760.— xyxy=(1004,1184,1052,1195)
table-row xyxy=(749,581,1053,604)
active-head: ΕΝΕΡΓΗΤΙΚΟΝ xyxy=(793,437,879,450)
